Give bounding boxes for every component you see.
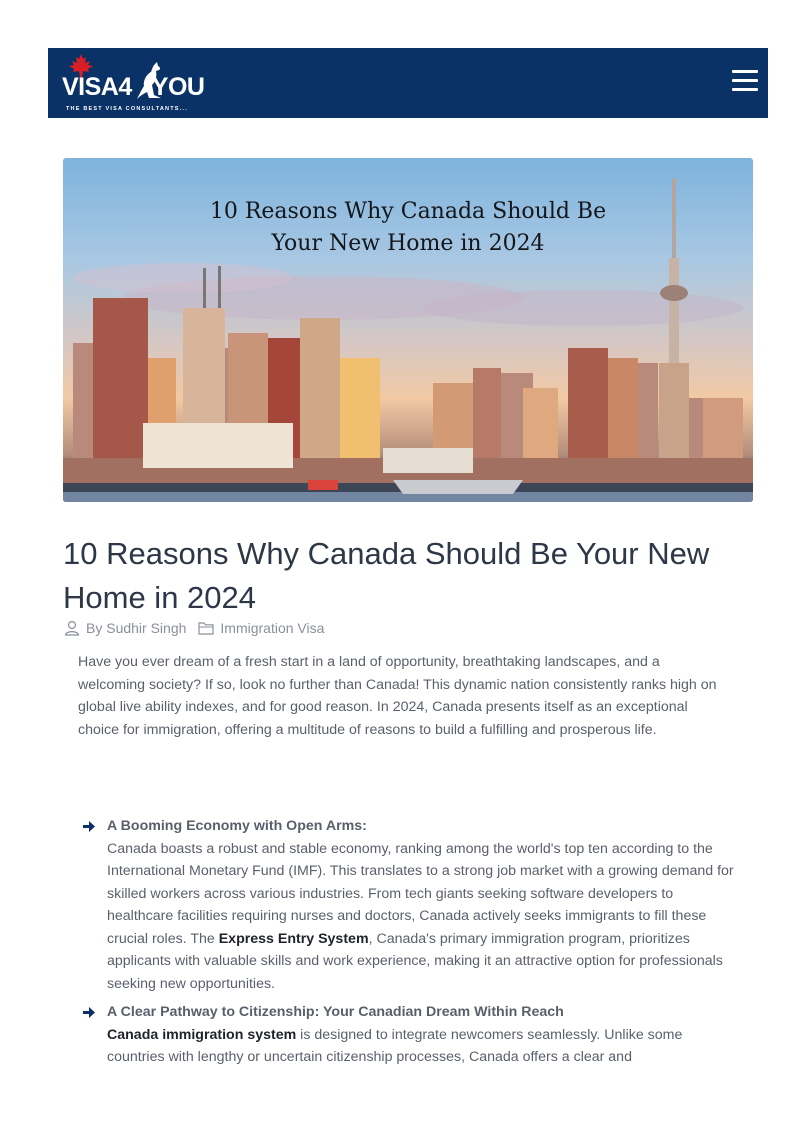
list-item [82,815,737,995]
folder-icon [198,621,214,635]
logo-wordmark: VISA4 YOU [62,73,205,101]
reason-title: A Clear Pathway to Citizenship: Your Canadian Dream Within Reach [107,1004,564,1020]
post-category[interactable]: Immigration Visa [198,620,324,636]
hamburger-menu-button[interactable] [732,70,758,94]
post-author[interactable]: By Sudhir Singh [64,620,186,636]
list-item [82,1001,737,1069]
express-entry-link: Express Entry System [218,930,369,947]
immigration-system-link: Canada immigration system [107,1026,297,1043]
hamburger-menu-icon [732,70,758,73]
post-intro: Have you ever dream of a fresh start in a land of opportunity, breathtaking landscapes, and a welcoming society? If so, look no further than Canada! This dynamic nation consistently ranks high on global live ability indexes, and for good reason. In 2024, Canada presents itself as an exceptional choice for immigration, offering a multitude of reasons to build a fulfilling and prosperous life. [78,654,717,738]
site-logo[interactable] [62,54,222,116]
reason-body: Canada immigration system is designed to integrate newcomers seamlessly. Unlike some countries with lengthy or uncertain citizenship processes, Canada offers a clear and [107,1026,683,1065]
reason-title: A Booming Economy with Open Arms: [107,818,367,834]
logo-tagline: THE BEST VISA CONSULTANTS... [66,106,188,112]
site-header [48,48,768,118]
arrow-right-icon [82,1006,96,1019]
post-title: 10 Reasons Why Canada Should Be Your New Home in 2024 [63,536,710,615]
hero-image [63,158,753,502]
reason-body: Canada boasts a robust and stable economy, ranking among the world's top ten according to the International Monetary Fund (IMF). This translates to a strong job market with a growing demand for skilled workers across various industries. From tech giants seeking software developers to healthcare facilities requiring nurses and doctors, Canada actively seeks immigrants to fill these crucial roles. The Express Entry System, Canada's primary immigration program, prioritizes applicants with valuable skills and work experience, making it an attractive option for professionals seeking new opportunities. [107,840,734,992]
arrow-right-icon [82,820,96,833]
hero-title: 10 Reasons Why Canada Should Be Your New Home in 2024 [209,199,607,256]
reasons-list [82,815,737,1075]
kangaroo-icon [137,62,163,100]
user-icon [64,620,80,636]
post-meta [64,620,336,636]
